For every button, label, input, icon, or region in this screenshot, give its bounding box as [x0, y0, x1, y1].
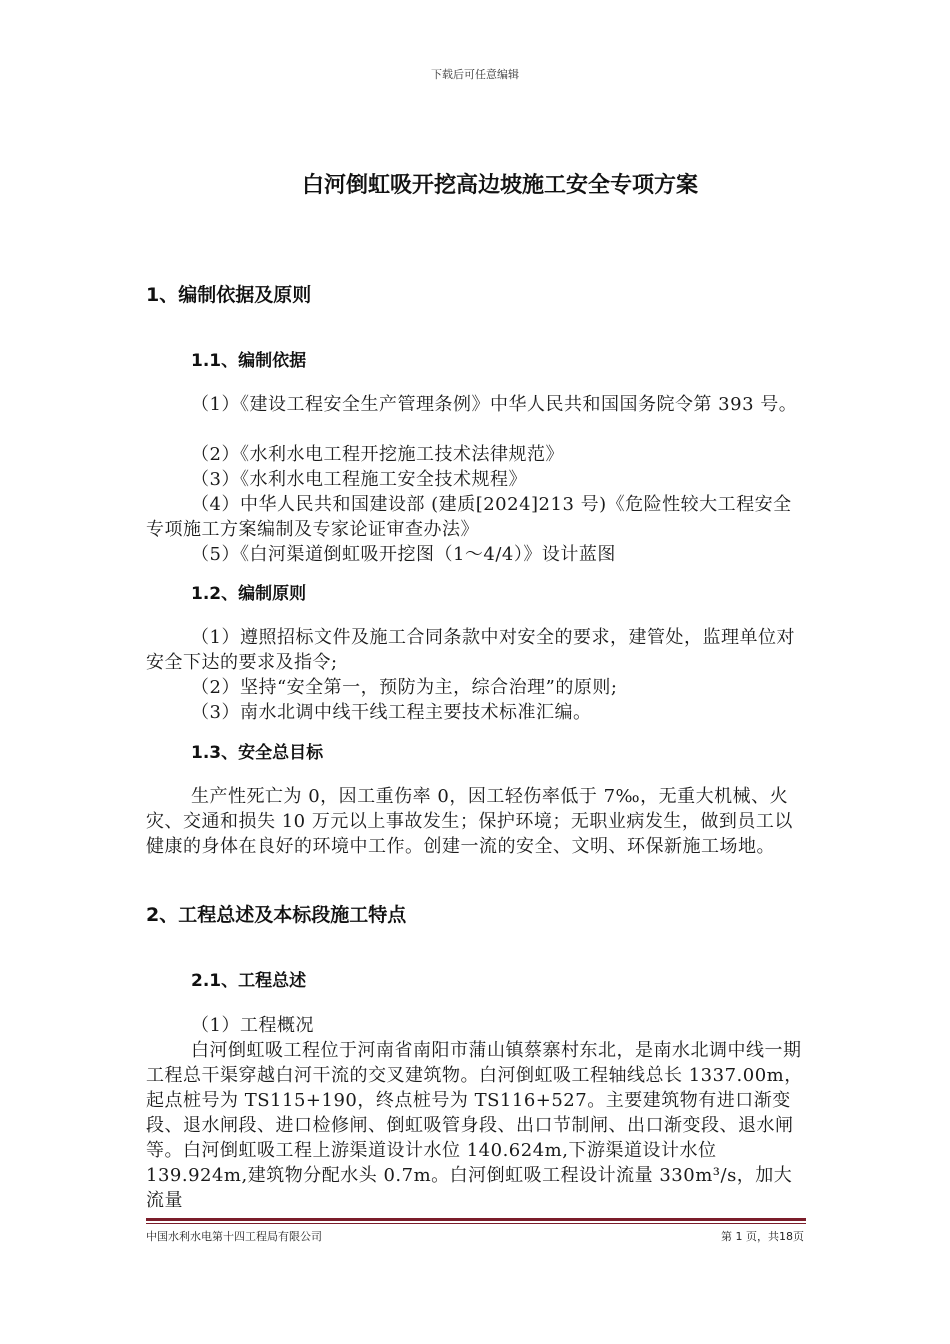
footer-page-number: 第 1 页，共18页 — [721, 1230, 804, 1243]
overview-subheading: （1）工程概况 — [191, 1015, 314, 1036]
basis-item-4: （4）中华人民共和国建设部 (建质[2024]213 号)《危险性较大工程安全专项施工方案编制及专家论证审查办法》 — [146, 494, 792, 540]
footer-divider — [146, 1218, 806, 1221]
section-1-2-heading: 1.2、编制原则 — [191, 584, 307, 604]
document-title: 白河倒虹吸开挖高边坡施工安全专项方案 — [301, 173, 698, 198]
basis-item-3: （3）《水利水电工程施工安全技术规程》 — [191, 469, 527, 490]
section-1-1-heading: 1.1、编制依据 — [191, 351, 307, 371]
basis-item-5: （5）《白河渠道倒虹吸开挖图（1～4/4）》设计蓝图 — [191, 544, 616, 565]
footer-company: 中国水利水电第十四工程局有限公司 — [146, 1230, 322, 1243]
section-2-1-heading: 2.1、工程总述 — [191, 971, 307, 991]
header-note: 下载后可任意编辑 — [431, 68, 519, 81]
principle-item-2: （2）坚持“安全第一，预防为主，综合治理”的原则; — [191, 677, 618, 698]
principle-item-1: （1）遵照招标文件及施工合同条款中对安全的要求，建管处，监理单位对安全下达的要求及指令; — [146, 627, 795, 673]
section-1-heading: 1、编制依据及原则 — [146, 284, 312, 306]
safety-goal-text: 生产性死亡为 0，因工重伤率 0，因工轻伤率低于 7‰，无重大机械、火灾、交通和损失 10 万元以上事故发生；保护环境；无职业病发生，做到员工以健康的身体在良好的环境中工作。创建一流的安全、文明、环保新施工场地。 — [146, 786, 793, 857]
section-1-3-heading: 1.3、安全总目标 — [191, 743, 324, 763]
basis-item-2: （2）《水利水电工程开挖施工技术法律规范》 — [191, 444, 564, 465]
principle-item-3: （3）南水北调中线干线工程主要技术标准汇编。 — [191, 702, 592, 723]
basis-item-1: （1）《建设工程安全生产管理条例》中华人民共和国国务院令第 393 号。 — [191, 394, 798, 415]
overview-text: 白河倒虹吸工程位于河南省南阳市蒲山镇蔡寨村东北，是南水北调中线一期工程总干渠穿越白河干流的交叉建筑物。白河倒虹吸工程轴线总长 1337.00m，起点桩号为 TS115+190，终点桩号为 TS116+527。主要建筑物有进口渐变段、退水闸段、进口检修闸、倒虹吸管身段、出口节制闸、出口渐变段、退水闸等。白河倒虹吸工程上游渠道设计水位 140.624m,下游渠道设计水位 139.924m,建筑物分配水头 0.7m。白河倒虹吸工程设计流量 330m³/s，加大流量 — [146, 1040, 803, 1211]
footer-divider-thin — [146, 1223, 806, 1224]
section-2-heading: 2、工程总述及本标段施工特点 — [146, 904, 407, 926]
